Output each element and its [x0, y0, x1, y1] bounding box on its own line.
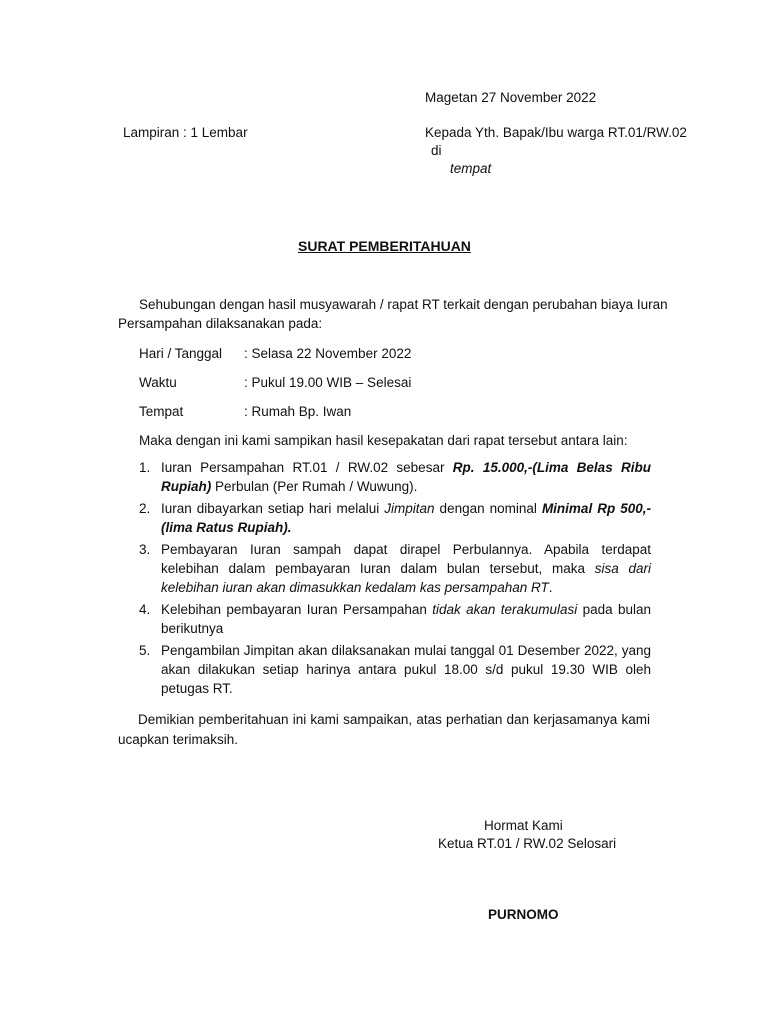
item-text: dengan nominal	[434, 501, 542, 516]
detail-label-time: Waktu	[139, 375, 177, 390]
item-text: Kelebihan pembayaran Iuran Persampahan	[161, 602, 433, 617]
item-emphasis: sisa dari kelebihan iuran akan dimasukkan kedalam kas persampahan RT	[161, 561, 651, 595]
list-item-number: 1.	[139, 460, 151, 475]
results-intro: Maka dengan ini kami sampikan hasil kesepakatan dari rapat tersebut antara lain:	[139, 433, 628, 448]
signature-name: PURNOMO	[488, 907, 559, 922]
list-item	[139, 540, 651, 597]
detail-label-place: Tempat	[139, 404, 184, 419]
item-emphasis: Jimpitan	[384, 501, 435, 516]
item-text: Iuran Persampahan RT.01 / RW.02 sebesar	[161, 460, 453, 475]
closing-paragraph: Demikian pemberitahuan ini kami sampaikan, atas perhatian dan kerjasamanya kami ucapkan terimaksih.	[118, 712, 650, 747]
signature-position: Ketua RT.01 / RW.02 Selosari	[438, 836, 617, 851]
item-text: Iuran dibayarkan setiap hari melalui	[161, 501, 385, 516]
list-item	[139, 600, 651, 638]
item-emphasis: tidak akan terakumulasi	[432, 602, 578, 617]
item-text: Pengambilan Jimpitan akan dilaksanakan mulai tanggal 01 Desember 2022, yang akan dilakukan setiap harinya antara pukul 18.00 s/d pukul 19.30 WIB oleh petugas RT.	[161, 643, 651, 696]
list-item	[139, 499, 651, 537]
list-item	[139, 641, 651, 698]
letter-title: SURAT PEMBERITAHUAN	[298, 238, 471, 254]
item-text: .	[548, 580, 553, 595]
detail-value-date: : Selasa 22 November 2022	[244, 346, 412, 361]
item-emphasis: Rp. 15.000,-(Lima Belas Ribu Rupiah)	[161, 460, 651, 494]
list-item-number: 2.	[139, 501, 151, 516]
intro-line-1: Sehubungan dengan hasil musyawarah / rapat RT terkait dengan perubahan biaya Iuran	[139, 297, 668, 312]
item-emphasis: Minimal Rp 500,- (lima Ratus Rupiah).	[161, 501, 652, 535]
recipient-place: tempat	[450, 161, 492, 176]
list-item	[139, 458, 651, 496]
item-text: Perbulan (Per Rumah / Wuwung).	[211, 479, 418, 494]
detail-value-place: : Rumah Bp. Iwan	[244, 404, 352, 419]
recipient-di: di	[431, 143, 442, 158]
recipient-line: Kepada Yth. Bapak/Ibu warga RT.01/RW.02	[425, 125, 687, 140]
detail-value-time: : Pukul 19.00 WIB – Selesai	[244, 375, 412, 390]
agreement-list	[139, 458, 651, 698]
detail-label-date: Hari / Tanggal	[139, 346, 223, 361]
letter-date: Magetan 27 November 2022	[425, 90, 597, 105]
intro-line-2: Persampahan dilaksanakan pada:	[118, 316, 323, 331]
item-text: pada bulan berikutnya	[161, 602, 651, 636]
list-item-number: 5.	[139, 643, 151, 658]
list-item-number: 3.	[139, 542, 151, 557]
signature-regards: Hormat Kami	[484, 818, 563, 833]
item-text: Pembayaran Iuran sampah dapat dirapel Perbulannya. Apabila terdapat kelebihan dalam pembayaran Iuran dalam bulan tersebut, maka	[161, 542, 651, 576]
attachment-info: Lampiran : 1 Lembar	[123, 125, 248, 140]
list-item-number: 4.	[139, 602, 151, 617]
